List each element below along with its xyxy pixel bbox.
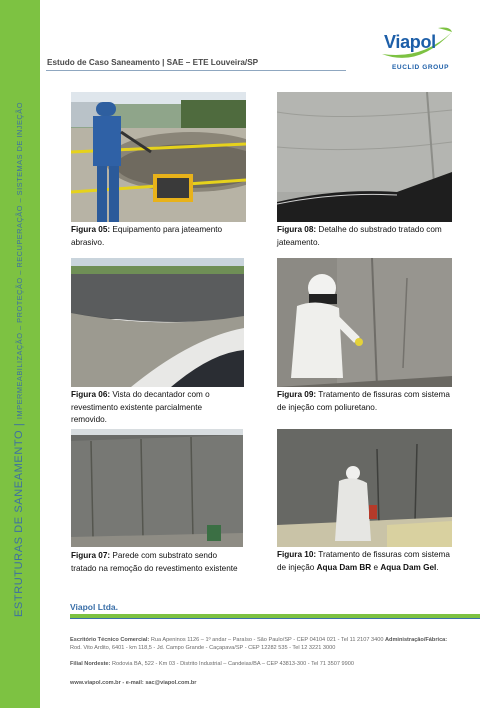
photo-figure-10	[277, 429, 452, 547]
side-title-main: ESTRUTURAS DE SANEAMENTO |	[13, 419, 25, 617]
footer-office-label: Escritório Técnico Comercial:	[70, 637, 150, 643]
caption-text: Parede com substrato sendo	[110, 551, 218, 560]
footer-web-contact[interactable]	[70, 680, 196, 686]
page-header-title: Estudo de Caso Saneamento | SAE – ETE Louveira/SP	[47, 58, 259, 67]
caption-label: Figura 05:	[71, 225, 111, 234]
footer-admin-label: Administração/Fábrica:	[384, 637, 448, 643]
caption-text: abrasivo.	[71, 237, 105, 247]
footer-office-address: Rua Apeninos 1126 – 1º andar – Paraíso - São Paulo/SP - CEP 04104 021 - Tel 11 2107 3400	[149, 637, 385, 643]
caption-label: Figura 08:	[277, 225, 317, 234]
caption-text: Detalhe do substrado tratado com	[316, 225, 442, 234]
footer-admin-line: Rod. Vito Ardito, 6401 - km 118,5 - Jd. Campo Grande - Caçapava/SP - CEP 12282 535 - Tel 12 3221 3000	[70, 645, 336, 651]
side-title-services: IMPERMEABILIZAÇÃO – PROTEÇÃO – RECUPERAÇÃO – SISTEMAS DE INJEÇÃO	[15, 102, 24, 420]
photo-figure-09	[277, 258, 452, 387]
caption-figure-09	[277, 389, 462, 414]
caption-figure-10	[277, 549, 467, 574]
caption-text: Tratamento de fissuras com sistema	[316, 550, 450, 559]
caption-figure-05	[71, 224, 251, 249]
caption-label: Figura 06:	[71, 390, 111, 399]
caption-figure-07	[71, 550, 261, 575]
product-name: Aqua Dam Gel	[380, 562, 437, 572]
header-divider	[46, 70, 346, 71]
caption-text: tratado na remoção do revestimento existente	[71, 563, 238, 573]
caption-figure-08	[277, 224, 462, 249]
caption-label: Figura 10:	[277, 550, 317, 559]
caption-label: Figura 07:	[71, 551, 111, 560]
photo-figure-05	[71, 92, 246, 222]
caption-label: Figura 09:	[277, 390, 317, 399]
caption-text: jateamento.	[277, 237, 320, 247]
photo-figure-08	[277, 92, 452, 222]
footer-branch-line	[70, 661, 354, 667]
caption-text: de injeção com poliuretano.	[277, 402, 378, 412]
caption-text: de injeção	[277, 562, 317, 572]
photo-figure-06	[71, 258, 244, 387]
footer-branch-address: Rodovia BA, 522 - Km 03 - Distrito Industrial – Candeias/BA – CEP 43813-300 - Tel 71 3507 9900	[110, 661, 354, 667]
caption-figure-06	[71, 389, 256, 427]
caption-text: Tratamento de fissuras com sistema	[316, 390, 450, 399]
footer-office-line	[70, 637, 447, 643]
footer-divider-blue	[70, 618, 480, 619]
logo-wordmark: Viapol	[384, 32, 436, 52]
caption-text: Vista do decantador com o	[110, 390, 210, 399]
logo-subtitle: EUCLID GROUP	[392, 64, 450, 71]
footer-website-email-link[interactable]: www.viapol.com.br - e-mail: sac@viapol.com.br	[70, 680, 197, 686]
footer-company-name: Viapol Ltda.	[70, 602, 119, 612]
caption-text: e	[371, 562, 381, 572]
caption-text: .	[436, 562, 439, 572]
caption-text: Equipamento para jateamento	[110, 225, 223, 234]
photo-figure-07	[71, 429, 243, 547]
caption-text: removido.	[71, 415, 107, 424]
side-title	[13, 102, 25, 617]
footer-branch-label: Filial Nordeste:	[70, 661, 111, 667]
viapol-logo	[378, 24, 456, 72]
caption-text: revestimento existente parcialmente	[71, 402, 203, 412]
product-name: Aqua Dam BR	[316, 562, 372, 572]
